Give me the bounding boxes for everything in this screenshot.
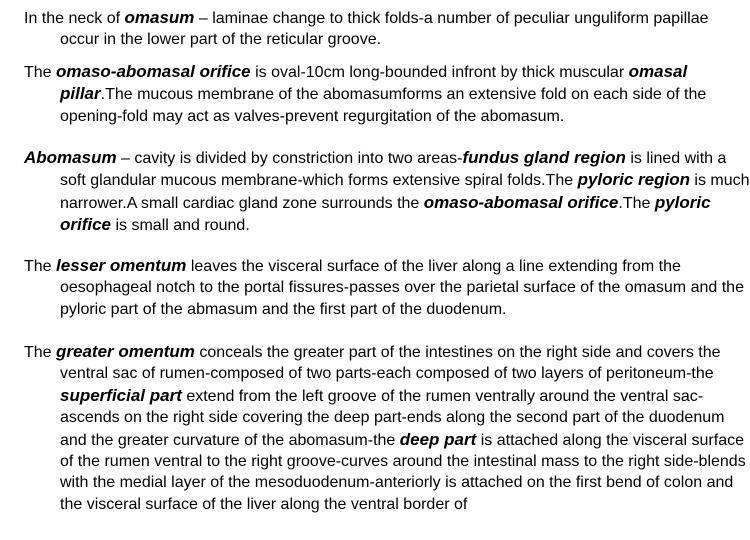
text-segment: .The mucous membrane of the abomasumforms an extensive fold on each side of the opening-fold may act as valves-prevent regurgitation of the abomasum. xyxy=(60,86,707,125)
text-segment: The xyxy=(24,64,57,81)
term-abomasum: Abomasum xyxy=(24,148,117,167)
text-segment: – laminae change to thick folds-a number of peculiar unguliform papillae occur in the lower part of the reticular groove. xyxy=(60,10,709,49)
term-omaso-abomasal-orifice: omaso-abomasal orifice xyxy=(56,62,251,81)
text-segment: is oval-10cm long-bounded infront by thick muscular xyxy=(250,64,629,81)
text-segment: extend from the left groove of the rumen ventrally around the ventral sac-ascends on the right side covering the deep part-ends along the second part of the duodenum and the greater curvature of the abomasum-the xyxy=(60,387,725,449)
term-superficial-part: superficial part xyxy=(60,385,182,405)
text-segment: conceals the greater part of the intestines on the right side and covers the ventral sac of rumen-composed of two parts-each composed of two layers of peritoneum-the xyxy=(60,344,721,383)
text-segment: is attached along the visceral surface of the rumen ventral to the right groove-curves around the intestinal mass to the right side-blends with the medial layer of the mesoduodenum-anteriorly is attached on the first bend of colon and the visceral surface of the liver along the ventral border of xyxy=(60,431,746,513)
term-pyloric-orifice: pyloric orifice xyxy=(60,192,711,235)
text-segment: The xyxy=(24,258,57,275)
text-segment: is lined with a soft glandular mucous membrane-which forms extensive spiral folds.The xyxy=(60,150,727,190)
text-segment: – cavity is divided by constriction into two areas- xyxy=(116,150,463,167)
term-fundus-gland-region: fundus gland region xyxy=(462,148,626,167)
term-omaso-abomasal-orifice: omaso-abomasal orifice xyxy=(423,192,619,212)
term-greater-omentum: greater omentum xyxy=(56,342,195,361)
text-segment: is much narrower.A small cardiac gland zone surrounds the xyxy=(60,172,750,212)
paragraph-greater-omentum xyxy=(24,341,750,515)
text-segment: leaves the visceral surface of the liver along a line extending from the oesophageal notch to the portal fissures-passes over the parietal surface of the omasum and the pyloric part of the abmasum and the first part of the duodenum. xyxy=(60,258,744,318)
text-segment: In the neck of xyxy=(24,10,125,27)
term-lesser-omentum: lesser omentum xyxy=(56,256,187,275)
term-omasal-pillar: omasal pillar xyxy=(60,62,688,104)
paragraph-omasum-neck xyxy=(24,7,750,51)
text-segment: .The xyxy=(618,194,655,212)
term-pyloric-region: pyloric region xyxy=(577,170,690,190)
term-deep-part: deep part xyxy=(399,429,477,449)
text-segment: is small and round. xyxy=(111,217,250,235)
paragraph-abomasum xyxy=(24,147,750,237)
term-omasum: omasum xyxy=(124,8,195,27)
paragraph-omaso-abomasal-orifice xyxy=(24,61,750,127)
text-segment: The xyxy=(24,344,57,361)
paragraph-lesser-omentum xyxy=(24,255,750,320)
